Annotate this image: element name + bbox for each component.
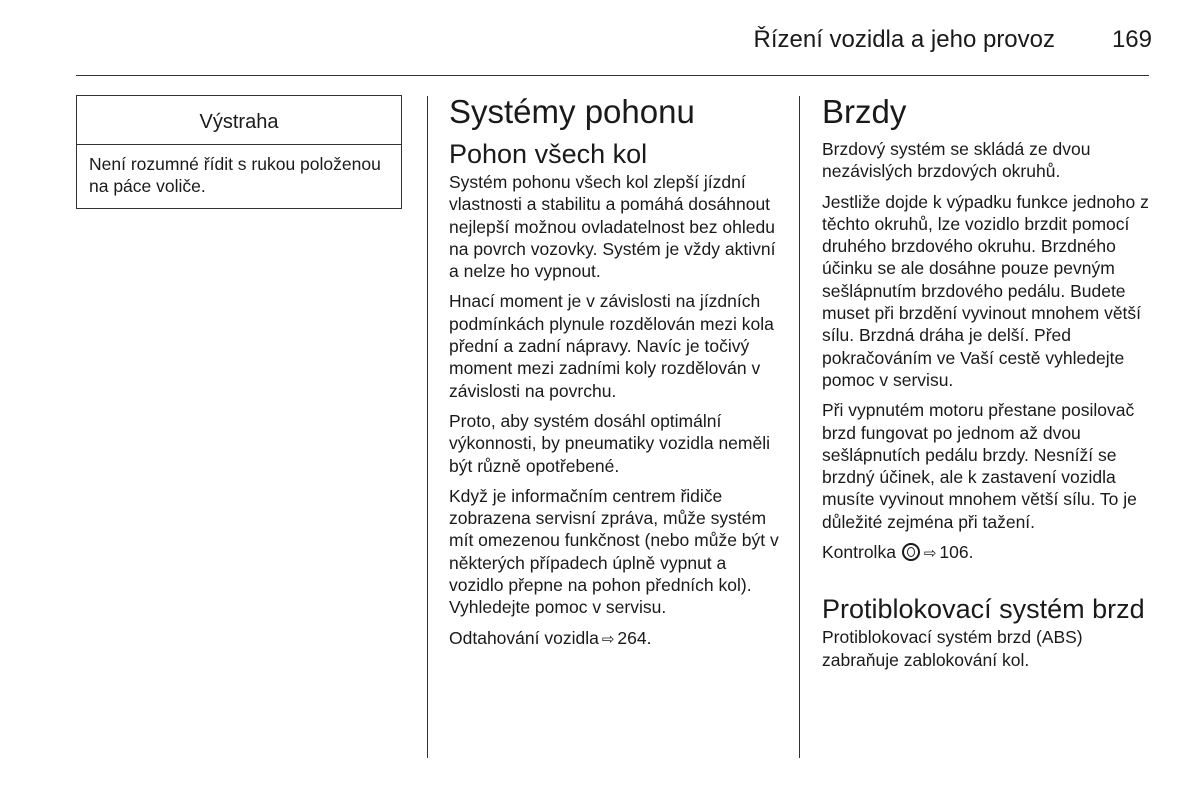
arrow-ref-icon: ⇨ (601, 630, 615, 648)
paragraph-awd-4: Když je informačním centrem řidiče zobrazena servisní zpráva, může systém mít omezenou funkčnost (nebo může být v některých případech úplně vypnut a vozidlo přepne na pohon předních kol). Vyhledejte pomoc v servisu. (449, 485, 779, 618)
paragraph-brakes-1: Brzdový systém se skládá ze dvou nezávislých brzdových okruhů. (822, 139, 1091, 182)
paragraph-brakes-2: Jestliže dojde k výpadku funkce jednoho z těchto okruhů, lze vozidlo brzdit pomocí druhého brzdového okruhu. Brzdného účinku se ale dosáhne pouze pevným sešlápnutím brzdového pedálu. Budete muset při brzdění vyvinout mnohem větší sílu. Brzdná dráha je delší. Před pokračováním ve Vaší cestě vyhledejte pomoc v servisu. (822, 191, 1149, 390)
paragraph-abs: Protiblokovací systém brzd (ABS) zabraňuje zablokování kol. (822, 627, 1083, 670)
page-header (0, 0, 1200, 76)
warning-text: Není rozumné řídit s rukou položenou na páce voliče. (89, 154, 381, 196)
paragraph-brake-light-ref (822, 541, 1154, 565)
warning-heading: Výstraha (77, 96, 401, 145)
column-drive-systems (449, 92, 781, 659)
header-rule (76, 75, 1149, 76)
paragraph-towing-ref (449, 627, 781, 651)
subheading-awd: Pohon všech kol (449, 139, 648, 169)
towing-page-link[interactable]: 264. (617, 627, 652, 648)
page-number: 169 (1111, 26, 1152, 53)
paragraph-awd-3: Proto, aby systém dosáhl optimální výkonnosti, by pneumatiky vozidla neměli být různě opotřebené. (449, 410, 770, 476)
subheading-abs: Protiblokovací systém brzd (822, 594, 1145, 625)
paragraph-awd-2: Hnací moment je v závislosti na jízdních podmínkách plynule rozdělován mezi kola přední a zadní nápravy. Navíc je točivý moment mezi zadními koly rozdělován v závislosti na povrchu. (449, 291, 774, 401)
paragraph-awd-1: Systém pohonu všech kol zlepší jízdní vlastnosti a stabilitu a pomáhá dosáhnout nejlepší možnou ovladatelnost bez ohledu na povrch vozovky. Systém je vždy aktivní a nelze ho vypnout. (449, 172, 776, 282)
column-divider-2 (799, 96, 800, 758)
heading-brakes: Brzdy (822, 93, 907, 130)
arrow-ref-icon: ⇨ (923, 545, 937, 563)
heading-drive-systems: Systémy pohonu (449, 93, 695, 130)
column-brakes (822, 92, 1154, 679)
section-title: Řízení vozidla a jeho provoz (753, 26, 1055, 53)
brake-warning-icon (902, 543, 920, 561)
warning-box (76, 95, 402, 209)
towing-text: Odtahování vozidla (449, 627, 599, 648)
kontrolka-text: Kontrolka (822, 542, 896, 563)
brake-light-page-link[interactable]: 106. (939, 542, 974, 563)
column-divider-1 (427, 96, 428, 758)
paragraph-brakes-3: Při vypnutém motoru přestane posilovač brzd fungovat po jednom až dvou sešlápnutích pedálu brzdy. Nesníží se brzdný účinek, ale k zastavení vozidla musíte vyvinout mnohem větší sílu. To je důležité zejména při tažení. (822, 400, 1137, 532)
